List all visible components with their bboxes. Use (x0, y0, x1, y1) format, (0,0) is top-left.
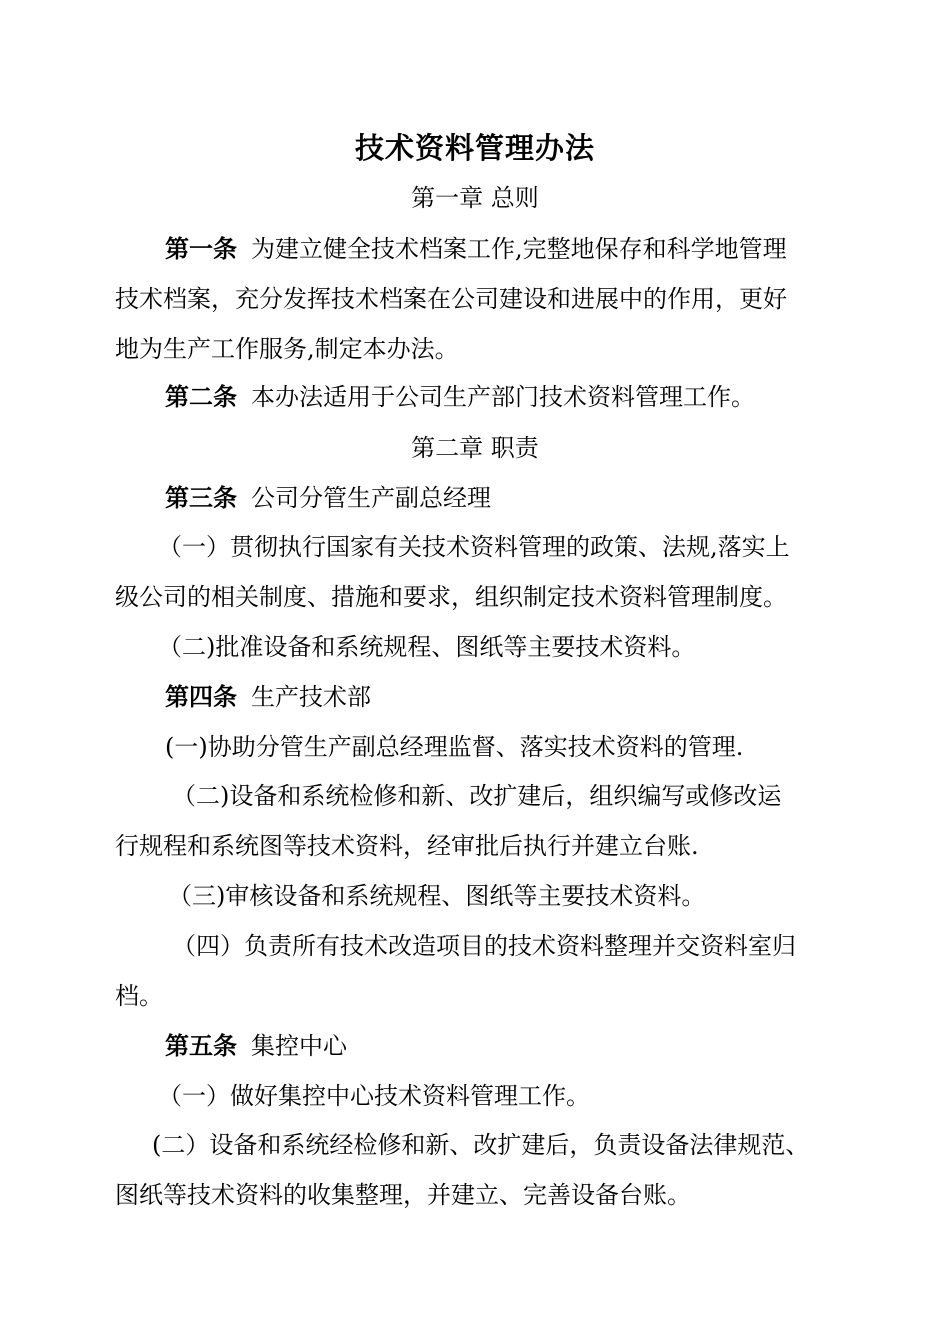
article-5-item-2-line-1: (二）设备和系统经检修和新、改扩建后，负责设备法律规范、 (152, 1131, 810, 1159)
article-1-line-1 (165, 232, 787, 266)
chapter-2-heading: 第二章 职责 (411, 434, 539, 462)
article-2-label: 第二条 (165, 382, 237, 411)
article-4-item-3: （三)审核设备和系统规程、图纸等主要技术资料。 (168, 882, 706, 910)
article-5-line-1 (165, 1029, 347, 1063)
article-2-text: 本办法适用于公司生产部门技术资料管理工作。 (251, 383, 755, 411)
article-1-text-1: 为建立健全技术档案工作,完整地保存和科学地管理 (251, 235, 787, 263)
article-4-item-2-line-2: 行规程和系统图等技术资料，经审批后执行并建立台账. (115, 832, 699, 860)
article-1-line-3: 地为生产工作服务,制定本办法。 (115, 335, 459, 363)
document-title: 技术资料管理办法 (354, 131, 595, 165)
chapter-1-heading: 第一章 总则 (411, 184, 539, 212)
article-5-item-2-line-2: 图纸等技术资料的收集整理，并建立、完善设备台账。 (115, 1181, 691, 1209)
article-4-text: 生产技术部 (251, 683, 371, 711)
article-4-item-4-line-1: （四）负责所有技术改造项目的技术资料整理并交资料室归 (172, 932, 796, 960)
article-4-item-4-line-2: 档。 (115, 982, 163, 1010)
article-1-line-2: 技术档案，充分发挥技术档案在公司建设和进展中的作用，更好 (115, 285, 787, 313)
article-5-label: 第五条 (165, 1031, 237, 1060)
article-4-item-2-line-1: （二)设备和系统检修和新、改扩建后，组织编写或修改运 (172, 782, 782, 810)
article-3-text: 公司分管生产副总经理 (251, 484, 491, 512)
article-3-line-1 (165, 481, 491, 515)
article-4-item-1: (一)协助分管生产副总经理监督、落实技术资料的管理. (165, 733, 744, 761)
article-3-item-1-line-1: （一）贯彻执行国家有关技术资料管理的政策、法规,落实上 (158, 533, 790, 561)
article-5-text: 集控中心 (251, 1032, 347, 1060)
article-3-item-2: （二)批准设备和系统规程、图纸等主要技术资料。 (158, 633, 696, 661)
article-4-label: 第四条 (165, 682, 237, 711)
article-2-line-1 (165, 380, 755, 414)
article-3-item-1-line-2: 级公司的相关制度、措施和要求，组织制定技术资料管理制度。 (115, 583, 787, 611)
article-4-line-1 (165, 680, 371, 714)
article-3-label: 第三条 (165, 483, 237, 512)
article-5-item-1: （一）做好集控中心技术资料管理工作。 (158, 1082, 590, 1110)
article-1-label: 第一条 (165, 234, 237, 263)
